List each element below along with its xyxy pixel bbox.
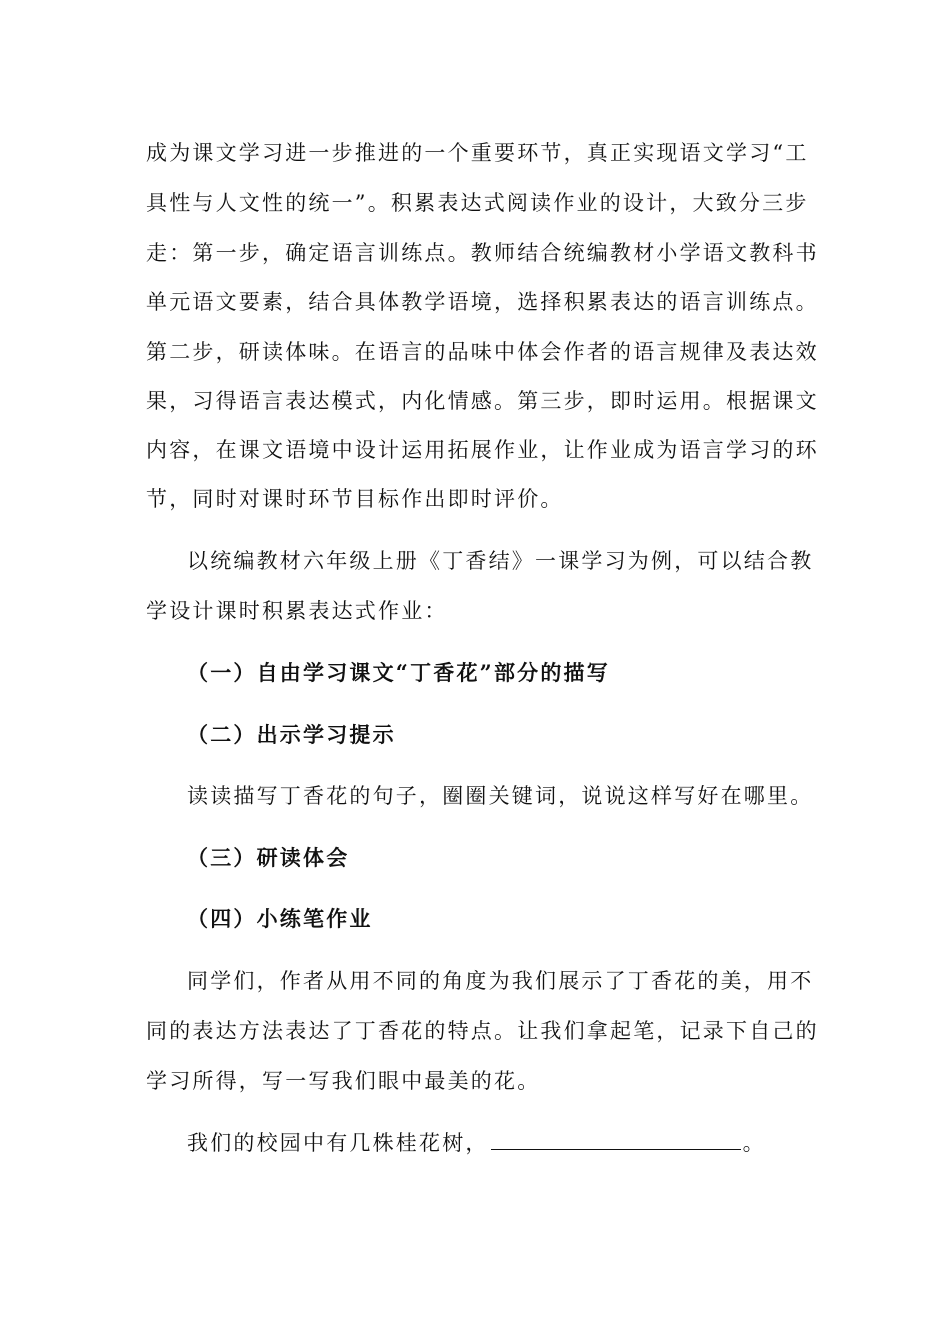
section-heading-1: （一）自由学习课文“丁香花”部分的描写 <box>187 660 610 685</box>
fill-in-blank[interactable] <box>491 1131 741 1150</box>
paragraph-line: 同学们，作者从用不同的角度为我们展示了丁香花的美，用不 <box>187 969 814 993</box>
paragraph-line: 走：第一步，确定语言训练点。教师结合统编教材小学语文教科书 <box>146 241 819 265</box>
paragraph-line: 以统编教材六年级上册《丁香结》一课学习为例，可以结合教 <box>187 549 814 573</box>
paragraph-line: 具性与人文性的统一”。积累表达式阅读作业的设计，大致分三步 <box>146 191 809 215</box>
paragraph-line: 节，同时对课时环节目标作出即时评价。 <box>146 487 564 511</box>
paragraph-line: 第二步，研读体味。在语言的品味中体会作者的语言规律及表达效 <box>146 340 819 364</box>
section-heading-4: （四）小练笔作业 <box>187 906 373 931</box>
section-heading-3: （三）研读体会 <box>187 845 350 870</box>
exercise-line <box>187 1128 766 1158</box>
paragraph-line: 内容，在课文语境中设计运用拓展作业，让作业成为语言学习的环 <box>146 438 819 462</box>
paragraph-line: 学习所得，写一写我们眼中最美的花。 <box>146 1069 541 1093</box>
exercise-prefix: 我们的校园中有几株桂花树， <box>187 1131 489 1155</box>
section-heading-2: （二）出示学习提示 <box>187 722 396 747</box>
paragraph-line: 同的表达方法表达了丁香花的特点。让我们拿起笔，记录下自己的 <box>146 1019 819 1043</box>
paragraph-line: 成为课文学习进一步推进的一个重要环节，真正实现语文学习“工 <box>146 141 809 165</box>
paragraph-line: 单元语文要素，结合具体教学语境，选择积累表达的语言训练点。 <box>146 290 819 314</box>
paragraph-line: 学设计课时积累表达式作业： <box>146 599 448 623</box>
paragraph-line: 果，习得语言表达模式，内化情感。第三步，即时运用。根据课文 <box>146 389 819 413</box>
tip-text: 读读描写丁香花的句子，圈圈关键词，说说这样写好在哪里。 <box>187 784 814 808</box>
exercise-suffix: 。 <box>742 1131 766 1155</box>
